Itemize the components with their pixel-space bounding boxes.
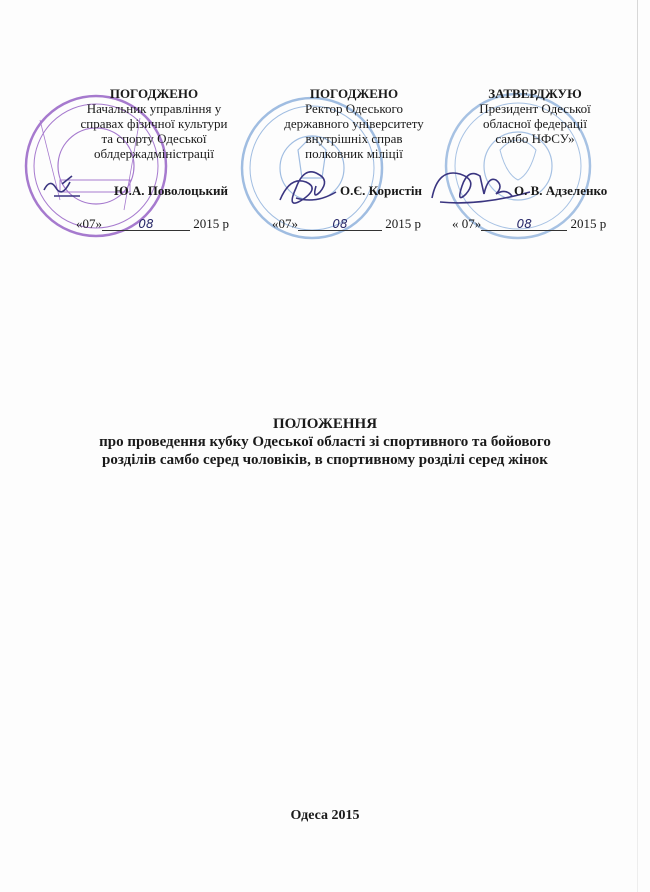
approval-2-line-4: полковник міліції — [305, 146, 403, 161]
approval-2-line-2: державного університету — [284, 116, 424, 131]
approval-2-date-month: 08 — [298, 219, 382, 231]
approval-1-line-3: та спорту Одеської — [101, 131, 207, 146]
approval-3-line-2: обласної федерації — [483, 116, 587, 131]
approval-3-date-day: « 07» — [452, 216, 482, 231]
approval-1-date-month: 08 — [102, 219, 190, 231]
approval-3-date — [452, 216, 606, 232]
approval-3-line-3: самбо НФСУ» — [495, 131, 575, 146]
document-title-block — [0, 415, 650, 469]
approval-block-1 — [62, 86, 246, 161]
document-subtitle-line-2: розділів самбо серед чоловіків, в спортивному розділі серед жінок — [102, 452, 548, 468]
signature-2-image — [280, 172, 336, 203]
approval-1-line-1: Начальник управління у — [86, 101, 222, 116]
approval-1-date-year: 2015 р — [193, 216, 229, 231]
approval-2-date — [272, 216, 421, 232]
approval-3-date-year: 2015 р — [570, 216, 607, 231]
approval-1-line-4: облдержадміністрації — [94, 146, 214, 161]
approval-1-heading: ПОГОДЖЕНО — [109, 86, 199, 101]
document-title: ПОЛОЖЕННЯ — [272, 416, 378, 432]
approval-1-signatory: Ю.А. Поволоцький — [114, 183, 228, 198]
approval-3-date-month: 08 — [481, 219, 567, 231]
approval-block-3 — [460, 86, 610, 146]
approval-3-line-1: Президент Одеської — [479, 101, 591, 116]
approval-3-heading: ЗАТВЕРДЖУЮ — [488, 86, 582, 101]
approval-1-date-day: «07» — [76, 216, 102, 231]
approval-3-signatory: О. В. Адзеленко — [514, 183, 608, 198]
approval-1-date — [76, 216, 229, 232]
approval-2-heading: ПОГОДЖЕНО — [309, 86, 399, 101]
approval-1-line-2: справах фізичної культури — [80, 116, 228, 131]
approval-2-date-year: 2015 р — [385, 216, 421, 231]
approval-2-date-day: «07» — [272, 216, 298, 231]
approval-2-signatory: О.Є. Користін — [340, 183, 422, 198]
approval-block-2 — [264, 86, 444, 161]
approval-2-line-3: внутрішніх справ — [305, 131, 403, 146]
document-subtitle-line-1: про проведення кубку Одеської області зі спортивного та бойового — [99, 434, 551, 450]
signature-1-image — [44, 176, 80, 196]
city-year: Одеса 2015 — [290, 808, 360, 823]
approval-2-line-1: Ректор Одеського — [304, 101, 404, 116]
